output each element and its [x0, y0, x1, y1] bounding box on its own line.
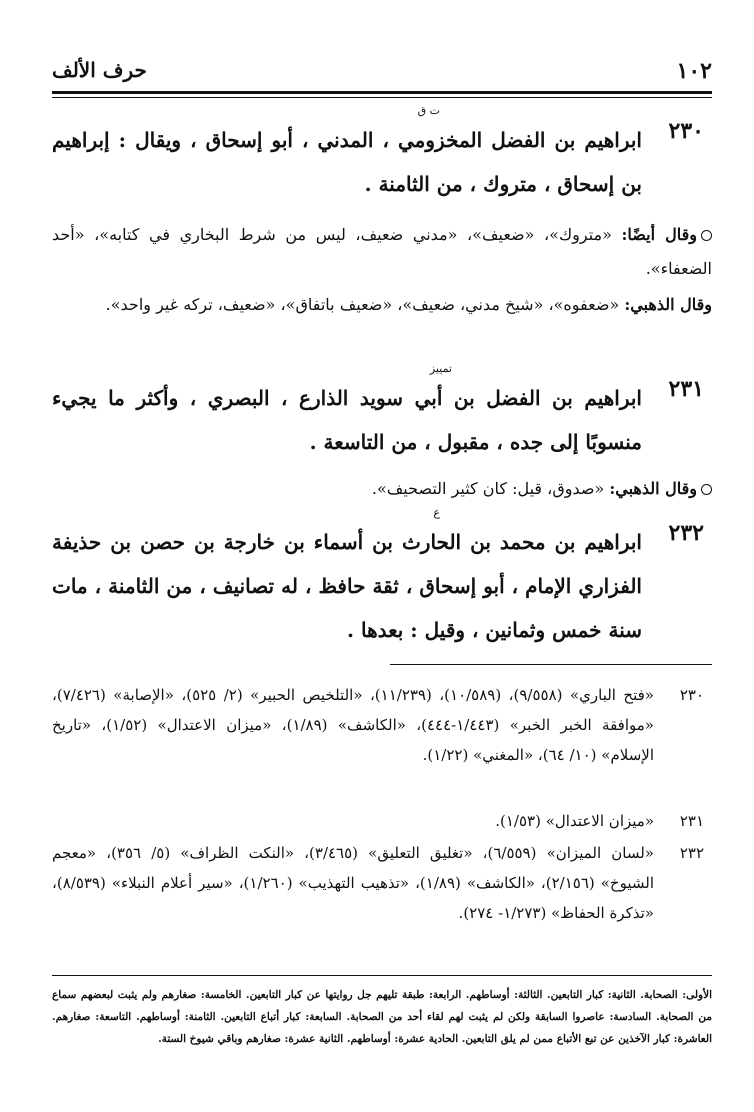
entry-text: ابراهيم بن الفضل بن أبي سويد الذارع ، البصري ، وأكثر ما يجيء منسوبًا إلى جده ، مقبول ، من التاسعة . — [52, 386, 642, 454]
note-text: «صدوق، قيل: كان كثير التصحيف». — [371, 479, 605, 498]
page — [52, 0, 712, 1112]
note-text: «ضعفوه»، «شيخ مدني، ضعيف»، «ضعيف باتفاق»، «ضعيف، تركه غير واحد». — [105, 295, 620, 314]
running-header — [52, 58, 712, 88]
footnote-230 — [52, 680, 712, 770]
footnote-number: ٢٣٢ — [679, 844, 704, 862]
note-230-a — [52, 218, 712, 286]
footnote-number: ٢٣٠ — [679, 686, 704, 704]
legend-rule — [52, 975, 712, 976]
book-symbol: ت ق — [417, 104, 440, 117]
circle-bullet-icon — [701, 230, 712, 241]
note-label: وقال الذهبي: — [609, 479, 697, 498]
footnote-231 — [52, 806, 712, 836]
entry-230 — [52, 104, 712, 206]
entry-text: ابراهيم بن الفضل المخزومي ، المدني ، أبو إسحاق ، ويقال : إبراهيم بن إسحاق ، متروك ، من الثامنة . — [52, 128, 642, 196]
entry-number: ٢٣٠ — [668, 118, 704, 144]
note-231 — [52, 472, 712, 506]
entry-number: ٢٣١ — [668, 376, 704, 402]
tabaqat-legend: الأولى: الصحابة. الثانية: كبار التابعين. الثالثة: أوساطهم. الرابعة: طبقة تليهم جل روايتها عن كبار التابعين. الخامسة: صغارهم ولم يثبت لبعضهم سماع من الصحابة. السادسة: عاصروا السابقة ولكن لم يثبت لهم لقاء أحد من الصحابة. السابعة: كبار أتباع التابعين. الثامنة: أوساطهم. التاسعة: صغارهم. العاشرة: كبار الآخذين عن تبع الأتباع ممن لم يلق التابعين. الحادية عشرة: أوساطهم. الثانية عشرة: صغارهم وباقي شيوخ الستة. — [52, 989, 712, 1045]
book-symbol: ع — [433, 506, 440, 519]
footnote-text: «لسان الميزان» (٦/٥٥٩)، «تغليق التعليق» (٣/٤٦٥)، «النكت الظراف» (٥/ ٣٥٦)، «معجم الشيوخ» (٢/١٥٦)، «الكاشف» (١/٨٩)، «تذهيب التهذيب» (١/٢٦٠)، «سير أعلام النبلاء» (٨/٥٣٩)، «تذكرة الحفاظ» (١/٢٧٣- ٢٧٤). — [52, 844, 654, 922]
note-label: وقال الذهبي: — [624, 295, 712, 314]
entry-232 — [52, 506, 712, 652]
note-230-b — [52, 288, 712, 322]
note-label: وقال أيضًا: — [621, 225, 698, 244]
entry-231 — [52, 362, 712, 464]
footnote-separator — [390, 664, 712, 665]
page-title: حرف الألف — [52, 58, 147, 82]
footnote-text: «ميزان الاعتدال» (١/٥٣). — [495, 812, 654, 830]
circle-bullet-icon — [701, 484, 712, 495]
footnote-number: ٢٣١ — [679, 812, 704, 830]
entry-text: ابراهيم بن محمد بن الحارث بن أسماء بن خارجة بن حصن بن حذيفة الفزاري الإمام ، أبو إسحاق ، ثقة حافظ ، له تصانيف ، من الثامنة ، مات سنة خمس وثمانين ، وقيل : بعدها . — [52, 530, 642, 642]
header-rule-thick — [52, 91, 712, 94]
note-text: «متروك»، «ضعيف»، «مدني ضعيف، ليس من شرط البخاري في كتابه»، «أحد الضعفاء». — [52, 225, 712, 278]
book-symbol: تمييز — [429, 362, 452, 375]
header-rule-thin — [52, 97, 712, 98]
footnote-232 — [52, 838, 712, 928]
footnote-text: «فتح الباري» (٩/٥٥٨)، (١٠/٥٨٩)، (١١/٢٣٩)، «التلخيص الحبير» (٢/ ٥٢٥)، «الإصابة» (٧/٤٢٦)، «موافقة الخبر الخبر» (١/٤٤٣-٤٤٤)، «الكاشف» (١/٨٩)، «ميزان الاعتدال» (١/٥٢)، «تاريخ الإسلام» (١٠/ ٦٤)، «المغني» (١/٢٢). — [52, 686, 654, 764]
page-number: ١٠٢ — [676, 58, 712, 84]
entry-number: ٢٣٢ — [668, 520, 704, 546]
